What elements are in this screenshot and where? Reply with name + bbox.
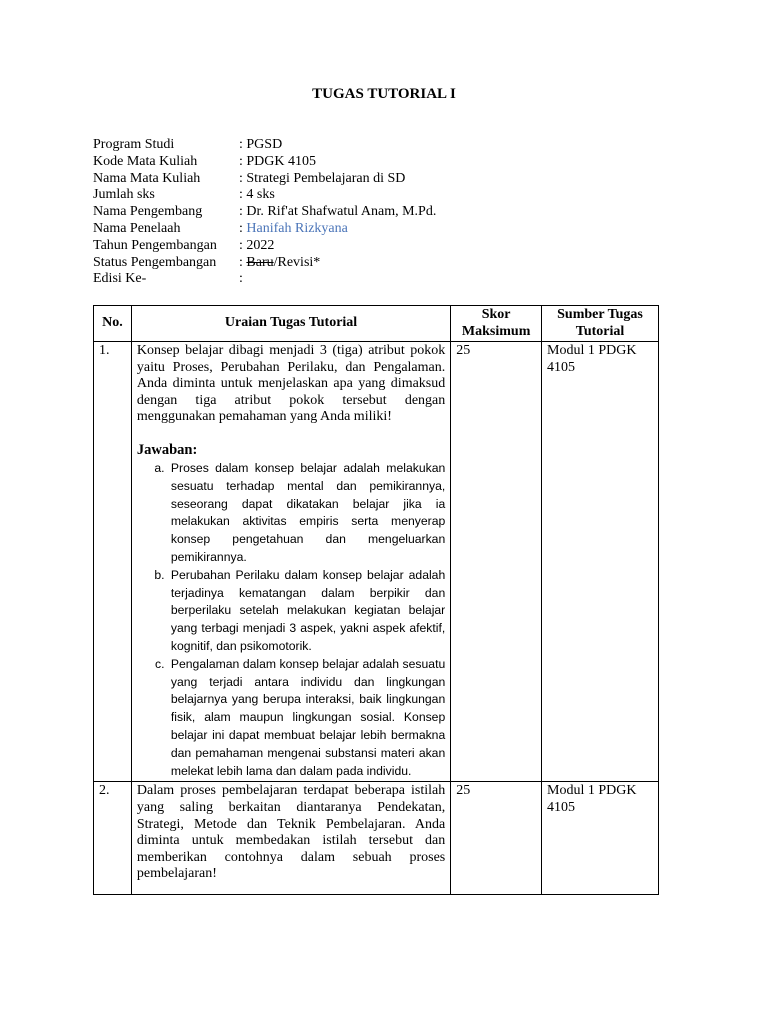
meta-value: : 2022 bbox=[239, 237, 275, 253]
answer-list bbox=[137, 460, 445, 780]
document-title: TUGAS TUTORIAL I bbox=[312, 86, 456, 102]
meta-edisi-ke bbox=[93, 271, 436, 288]
meta-value bbox=[239, 255, 320, 272]
meta-nama-pengembang bbox=[93, 204, 436, 221]
task-cell bbox=[131, 342, 450, 782]
table-row bbox=[94, 782, 659, 895]
task-cell bbox=[131, 782, 450, 895]
row-number: 2. bbox=[94, 782, 132, 895]
header-skor: Skor Maksimum bbox=[451, 306, 542, 342]
max-score: 25 bbox=[451, 342, 542, 782]
task-source: Modul 1 PDGK 4105 bbox=[542, 342, 659, 782]
meta-label: Nama Pengembang bbox=[93, 204, 203, 220]
row-number: 1. bbox=[94, 342, 132, 782]
header-sumber: Sumber Tugas Tutorial bbox=[542, 306, 659, 342]
meta-program-studi bbox=[93, 137, 436, 154]
meta-tahun-pengembangan bbox=[93, 238, 436, 255]
task-description: Dalam proses pembelajaran terdapat beberapa istilah yang saling berkaitan diantaranya Pendekatan, Strategi, Metode dan Teknik Pembelajaran. Anda diminta untuk membedakan istilah tersebut dan memberikan contohnya dalam sebuah proses pembelajaran! bbox=[136, 783, 446, 882]
answer-label: Jawaban: bbox=[136, 441, 198, 458]
meta-value: : Strategi Pembelajaran di SD bbox=[239, 170, 406, 186]
meta-value: : PGSD bbox=[239, 137, 283, 152]
meta-value: : Dr. Rif'at Shafwatul Anam, M.Pd. bbox=[239, 204, 437, 220]
meta-label: Kode Mata Kuliah bbox=[93, 153, 198, 169]
meta-label: Tahun Pengembangan bbox=[93, 237, 217, 253]
table-header-row bbox=[94, 306, 659, 342]
meta-jumlah-sks bbox=[93, 187, 436, 204]
answer-item-a: a. Proses dalam konsep belajar adalah melakukan sesuatu terhadap mental dan pemikirannya, seseorang dapat dikatakan belajar jika ia melakukan aktivitas empiris serta menyerap konsep pengetahuan dan mengeluarkan pemikirannya. bbox=[168, 460, 445, 567]
meta-label: Status Pengembangan bbox=[93, 254, 217, 270]
meta-label: Edisi Ke- bbox=[93, 271, 147, 287]
meta-nama-penelaah bbox=[93, 221, 436, 238]
tutorial-task-table bbox=[93, 305, 659, 895]
meta-value: : bbox=[239, 271, 243, 287]
meta-kode-mata-kuliah bbox=[93, 154, 436, 171]
task-source: Modul 1 PDGK 4105 bbox=[542, 782, 659, 895]
table-row bbox=[94, 342, 659, 782]
header-no: No. bbox=[94, 306, 132, 342]
reviewer-name: Hanifah Rizkyana bbox=[246, 220, 348, 236]
status-struck-option: Baru bbox=[246, 254, 274, 270]
meta-label: Nama Penelaah bbox=[93, 220, 181, 236]
meta-value: : 4 sks bbox=[239, 187, 275, 203]
meta-prefix: : bbox=[239, 254, 247, 270]
meta-nama-mata-kuliah bbox=[93, 171, 436, 188]
meta-status-pengembangan bbox=[93, 255, 436, 272]
meta-label: Program Studi bbox=[93, 137, 175, 152]
header-uraian: Uraian Tugas Tutorial bbox=[131, 306, 450, 342]
meta-label: Jumlah sks bbox=[93, 187, 155, 203]
answer-item-b: b. Perubahan Perilaku dalam konsep belajar adalah terjadinya kematangan dalam berpikir dan berperilaku setelah melakukan kegiatan belajar yang terbagi menjadi 3 aspek, yakni aspek afektif, kognitif, dan psikomotorik. bbox=[168, 567, 445, 656]
max-score: 25 bbox=[451, 782, 542, 895]
meta-value bbox=[239, 221, 348, 238]
meta-label: Nama Mata Kuliah bbox=[93, 170, 201, 186]
task-description: Konsep belajar dibagi menjadi 3 (tiga) atribut pokok yaitu Proses, Perubahan Perilaku, dan Pengalaman. Anda diminta untuk menjelaskan apa yang dimaksud dengan tiga atribut pokok tersebut dengan menggunakan pemahaman yang Anda miliki! bbox=[136, 343, 446, 425]
meta-prefix: : bbox=[239, 220, 247, 236]
answer-item-c: c. Pengalaman dalam konsep belajar adalah sesuatu yang terjadi antara individu dan lingkungan belajarnya yang berupa interaksi, baik lingkungan fisik, alam maupun lingkungan sosial. Konsep belajar ini dapat membuat belajar lebih bermakna dan pemahaman mengenai substansi materi akan melekat lebih lama dan dalam pada individu. bbox=[168, 656, 445, 781]
course-info bbox=[93, 137, 436, 288]
status-selected-option: /Revisi* bbox=[273, 254, 321, 270]
meta-value: : PDGK 4105 bbox=[239, 153, 317, 169]
